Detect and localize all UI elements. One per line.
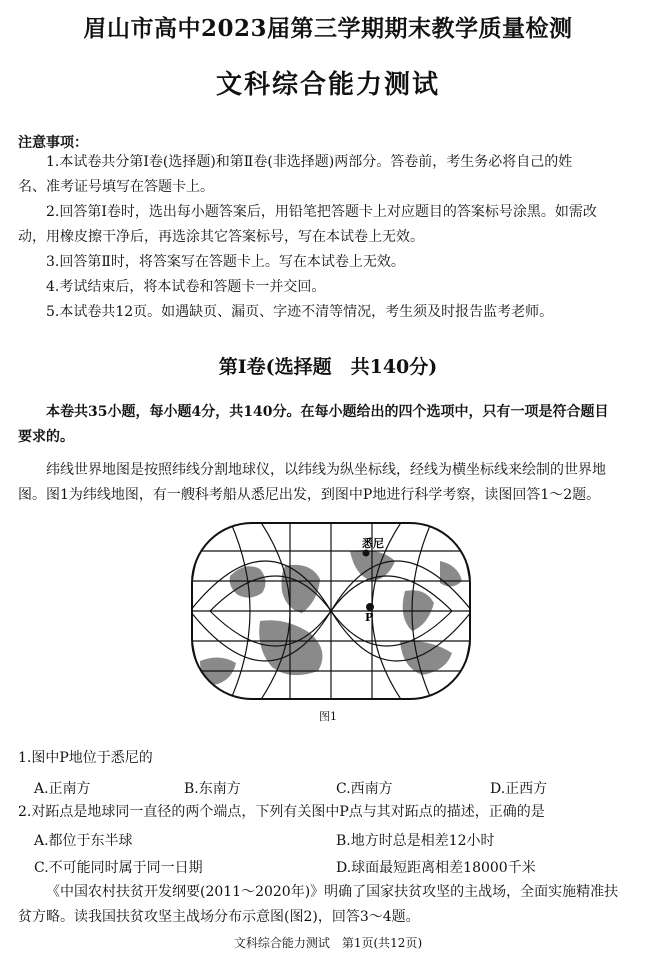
notice-item-4: 4.考试结束后，将本试卷和答题卡一并交回。 [46, 279, 326, 295]
exam-title: 眉山市高中2023届第三学期期末教学质量检测 [83, 15, 573, 42]
next-intro-a: 《中国农村扶贫开发纲要(2011～2020年)》明确了国家扶贫攻坚的主战场，全面实施精准扶 [46, 884, 619, 900]
section-instructions-a: 本卷共35小题，每小题4分，共140分。在每小题给出的四个选项中，只有一项是符合题目 [46, 404, 609, 420]
q2-option-b: B.地方时总是相差12小时 [336, 833, 495, 849]
next-intro-b: 贫方略。读我国扶贫攻坚主战场分布示意图(图2)，回答3～4题。 [18, 909, 420, 925]
question-intro-b: 图。图1为纬线地图，有一艘科考船从悉尼出发，到图中P地进行科学考察，读图回答1～2题。 [18, 487, 601, 503]
exam-subject-title: 文科综合能力测试 [215, 70, 440, 100]
q1-option-c: C.西南方 [336, 781, 393, 797]
p-label: P [365, 611, 374, 624]
q2-stem: 2.对跖点是地球同一直径的两个端点，下列有关图中P点与其对跖点的描述，正确的是 [18, 804, 545, 820]
notice-item-1b: 名、准考证号填写在答题卡上。 [18, 179, 214, 195]
q2-option-d: D.球面最短距离相差18000千米 [336, 860, 536, 876]
page-footer: 文科综合能力测试 第1页(共12页) [233, 936, 423, 950]
notice-item-2a: 2.回答第Ⅰ卷时，选出每小题答案后，用铅笔把答题卡上对应题目的答案标号涂黑。如需改 [46, 204, 597, 220]
q2-option-a: A.都位于东半球 [34, 833, 133, 849]
question-intro-a: 纬线世界地图是按照纬线分割地球仪，以纬线为纵坐标线，经线为横坐标线来绘制的世界地 [46, 462, 606, 478]
sydney-label: 悉尼 [362, 537, 384, 550]
q1-stem: 1.图中P地位于悉尼的 [18, 750, 153, 766]
notice-item-3: 3.回答第Ⅱ时，将答案写在答题卡上。写在本试卷上无效。 [46, 254, 405, 270]
q1-option-a: A.正南方 [34, 781, 91, 797]
notice-item-5: 5.本试卷共12页。如遇缺页、漏页、字迹不清等情况，考生须及时报告监考老师。 [46, 304, 554, 320]
map-svg [190, 521, 472, 701]
q1-option-d: D.正西方 [490, 781, 548, 797]
q1-option-b: B.东南方 [184, 781, 241, 797]
sydney-point [363, 550, 370, 557]
q2-option-c: C.不可能同时属于同一日期 [34, 860, 203, 876]
notice-item-2b: 动，用橡皮擦干净后，再选涂其它答案标号，写在本试卷上无效。 [18, 229, 424, 245]
section-instructions-b: 要求的。 [18, 429, 74, 445]
notice-item-1a: 1.本试卷共分第Ⅰ卷(选择题)和第Ⅱ卷(非选择题)两部分。答卷前，考生务必将自己的姓 [46, 154, 573, 170]
p-point [366, 603, 374, 611]
latitude-world-map [190, 521, 472, 701]
section-title: 第Ⅰ卷(选择题 共140分) [218, 356, 438, 378]
notice-heading: 注意事项： [18, 135, 88, 151]
figure-caption: 图1 [319, 710, 337, 723]
